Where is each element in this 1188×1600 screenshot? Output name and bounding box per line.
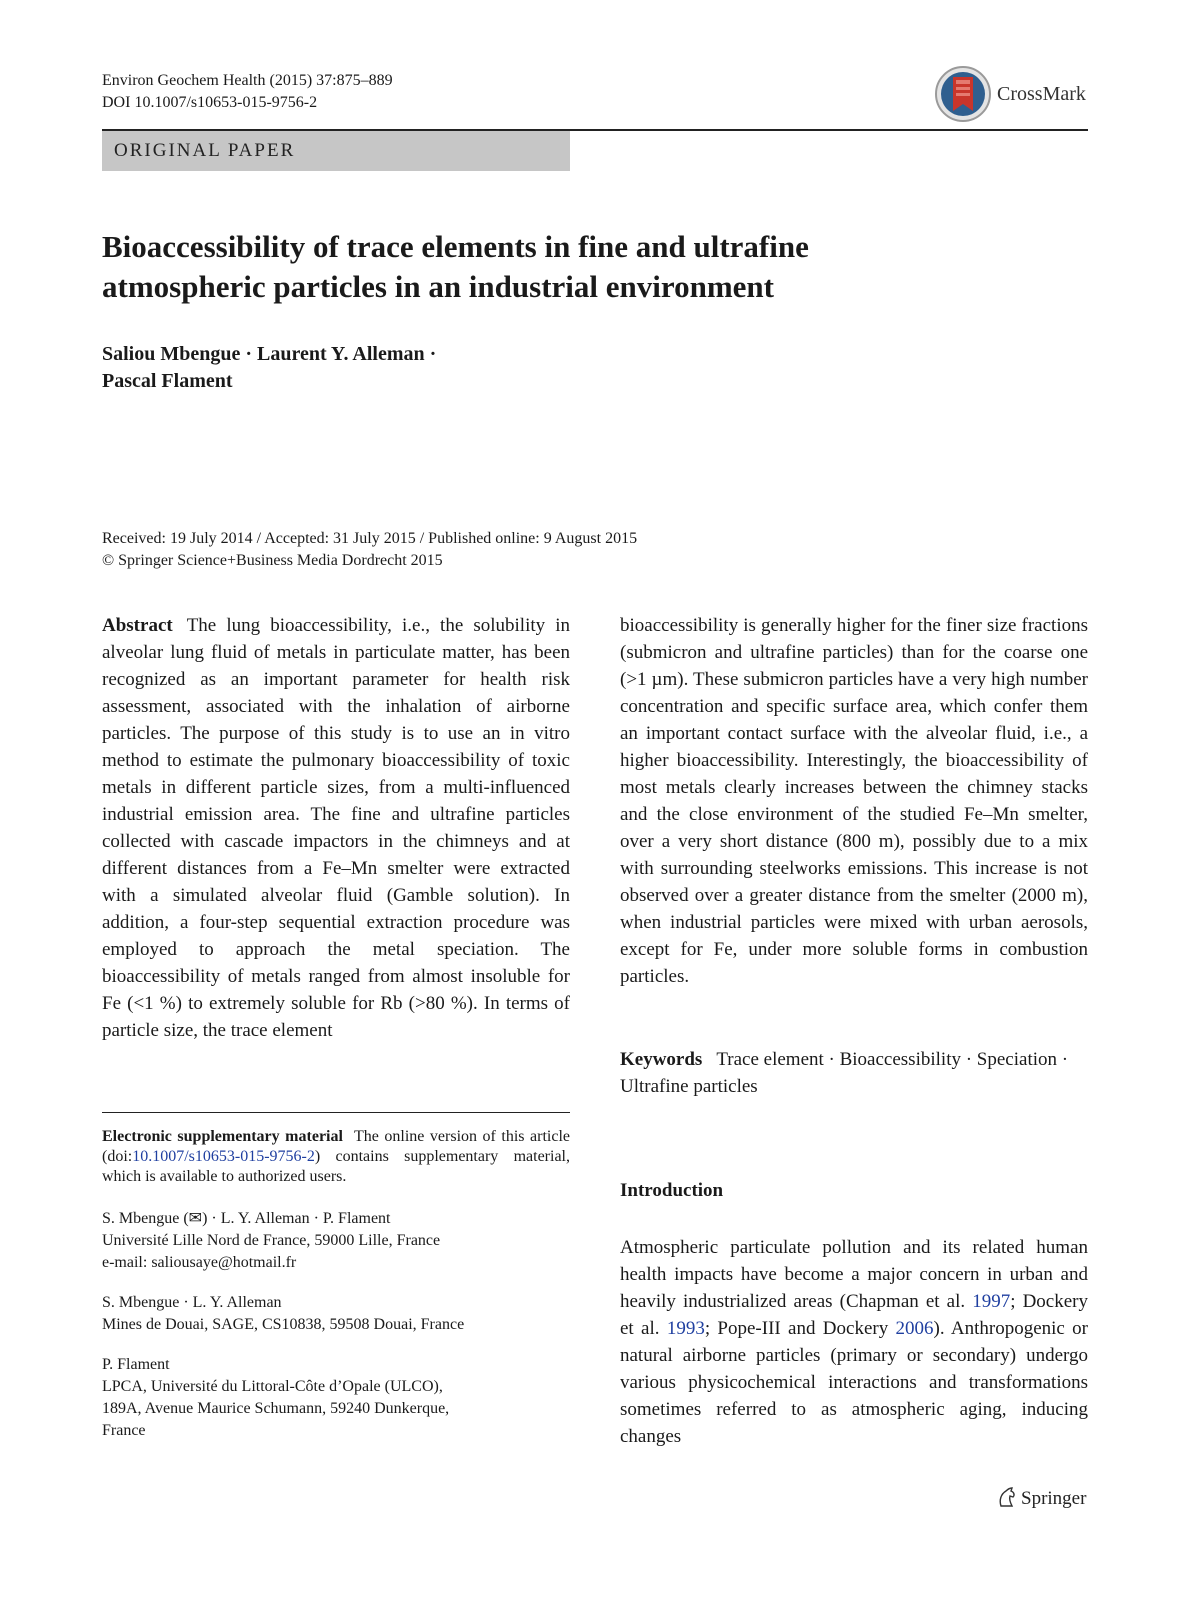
journal-line: Environ Geochem Health (2015) 37:875–889 (102, 72, 393, 89)
intro-text-1: Atmospheric particulate pollution and its related human health impacts have become a major concern in urban and heavily industrialized areas (Chapman et al. (620, 1237, 1088, 1312)
author-list (102, 341, 436, 395)
abstract-heading: Abstract (102, 615, 173, 636)
journal-citation (102, 70, 393, 114)
springer-logo (997, 1486, 1086, 1510)
citation-link-1993[interactable]: 1993 (666, 1318, 705, 1339)
affiliation-2-authors: S. Mbengue · L. Y. Alleman (102, 1294, 282, 1311)
introduction-heading: Introduction (620, 1180, 724, 1201)
crossmark-icon (934, 65, 992, 123)
affiliation-2-institution: Mines de Douai, SAGE, CS10838, 59508 Douai, France (102, 1316, 465, 1333)
citation-link-2006[interactable]: 2006 (895, 1318, 934, 1339)
authors-line-2: Pascal Flament (102, 370, 233, 392)
keywords-block (620, 1046, 1088, 1100)
publication-history (102, 528, 637, 572)
affiliation-3-address: 189A, Avenue Maurice Schumann, 59240 Dunkerque, (102, 1400, 450, 1417)
affiliation-1-authors: S. Mbengue (✉) · L. Y. Alleman · P. Flament (102, 1210, 391, 1227)
affiliation-1 (102, 1208, 570, 1274)
footnote-divider (102, 1112, 570, 1113)
keywords-heading: Keywords (620, 1049, 703, 1070)
introduction-paragraph (620, 1234, 1088, 1450)
esm-text-b: ) contains supplementary material, which is available to authorized users. (102, 1148, 570, 1185)
abstract-left-column (102, 612, 570, 1044)
abstract-text-left: The lung bioaccessibility, i.e., the solubility in alveolar lung fluid of metals in particulate matter, has been recognized as an important parameter for health risk assessment, associated with the inhalation of airborne particles. The purpose of this study is to use an in vitro method to estimate the pulmonary bioaccessibility of toxic metals in different particle sizes, from a multi-influenced industrial emission area. The fine and ultrafine particles collected with cascade impactors in the chimneys and at different distances from a Fe–Mn smelter were extracted with a simulated alveolar fluid (Gamble solution). In addition, a four-step sequential extraction procedure was employed to approach the metal speciation. The bioaccessibility of metals ranged from almost insoluble for Fe (<1 %) to extremely soluble for Rb (>80 %). In terms of particle size, the trace element (102, 615, 570, 1041)
supplementary-material-note (102, 1127, 570, 1187)
paper-type-band: ORIGINAL PAPER (102, 131, 570, 171)
affiliation-2 (102, 1292, 570, 1336)
intro-text-3: ; Pope-III and Dockery (704, 1318, 896, 1339)
title-line-1: Bioaccessibility of trace elements in fine and ultrafine (102, 229, 809, 264)
authors-line-1: Saliou Mbengue · Laurent Y. Alleman · (102, 343, 437, 365)
affiliation-3-country: France (102, 1422, 146, 1439)
springer-wordmark: Springer (1021, 1488, 1087, 1509)
doi-line: DOI 10.1007/s10653-015-9756-2 (102, 94, 318, 111)
affiliation-1-email: e-mail: saliousaye@hotmail.fr (102, 1254, 297, 1271)
esm-text-a: The online version of this article (doi: (102, 1128, 571, 1165)
affiliation-3-authors: P. Flament (102, 1356, 170, 1373)
abstract-right-column: bioaccessibility is generally higher for the finer size fractions (submicron and ultrafine particles) than for the coarse one (>1 µm). These submicron particles have a very high number concentration and specific surface area, which confer them an important contact surface with the alveolar fluid, i.e., a higher bioaccessibility. Interestingly, the bioaccessibility of most metals clearly increases between the chimney stacks and the close environment of the studied Fe–Mn smelter, over a very short distance (800 m), possibly due to a mix with surrounding steelworks emissions. This increase is not observed over a greater distance from the smelter (2000 m), when industrial particles were mixed with urban aerosols, except for Fe, under more soluble forms in combustion particles. (620, 615, 1088, 987)
crossmark-logo[interactable] (934, 65, 1094, 125)
title-line-2: atmospheric particles in an industrial environment (102, 269, 774, 304)
affiliation-3 (102, 1354, 570, 1442)
intro-text-2: ; Dockery et al. (620, 1291, 1088, 1339)
esm-heading: Electronic supplementary material (102, 1128, 343, 1145)
affiliation-1-institution: Université Lille Nord de France, 59000 Lille, France (102, 1232, 441, 1249)
citation-link-1997[interactable]: 1997 (972, 1291, 1011, 1312)
article-title (102, 227, 1062, 307)
springer-horse-icon (997, 1486, 1017, 1508)
intro-text-4: ). Anthropogenic or natural airborne particles (primary or secondary) undergo various physicochemical interactions and transformations sometimes referred to as atmospheric aging, inducing changes (620, 1318, 1088, 1447)
crossmark-label: CrossMark (997, 83, 1086, 105)
affiliation-3-institution: LPCA, Université du Littoral-Côte d’Opale (ULCO), (102, 1378, 443, 1395)
esm-doi-link[interactable]: 10.1007/s10653-015-9756-2 (132, 1148, 315, 1165)
copyright-line: © Springer Science+Business Media Dordrecht 2015 (102, 552, 443, 569)
keywords-text: Trace element · Bioaccessibility · Speciation · Ultrafine particles (620, 1049, 1069, 1097)
received-accepted-published: Received: 19 July 2014 / Accepted: 31 July 2015 / Published online: 9 August 2015 (102, 530, 638, 547)
